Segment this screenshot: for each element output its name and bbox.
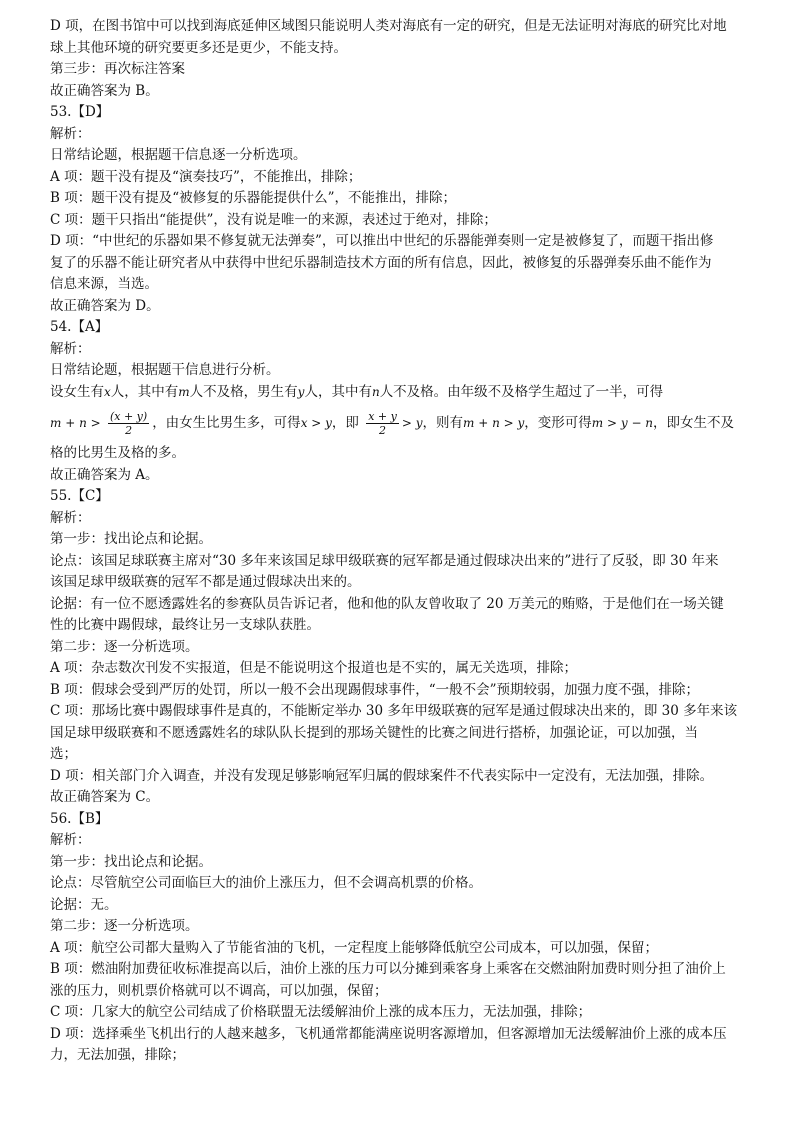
q55-option-c-line1: C 项：那场比赛中踢假球事件是真的，不能断定举办 30 多年甲级联赛的冠军是通过假球决出来的，即 30 多年来该 [50,703,738,719]
q55-jiexi: 解析： [50,509,91,526]
q54-text: 人不及格。由年级不及格学生超过了一半，可得 [379,383,664,400]
q54-text: ，变形可得 [524,415,592,431]
q54-text: ，则有 [422,415,464,431]
q54-text: ，由女生比男生多，可得 [152,415,301,431]
q55-answer: 故正确答案为 C。 [50,789,160,805]
q56-option-a: A 项：航空公司都大量购入了节能省油的飞机，一定程度上能够降低航空公司成本，可以加强，保留； [50,939,659,956]
q56-claim: 论点：尽管航空公司面临巨大的油价上涨压力，但不会调高机票的价格。 [50,875,482,891]
q55-option-b: B 项：假球会受到严厉的处罚，所以一般不会出现踢假球事件，“一般不会”预期较弱，加强力度不强，排除； [50,681,700,698]
q56-option-d-line1: D 项：选择乘坐飞机出行的人越来越多，飞机通常都能满座说明客源增加，但客源增加无法缓解油价上涨的成本压 [50,1025,727,1042]
q56-number: 56.【B】 [50,810,109,827]
q55-number: 55.【C】 [50,488,109,504]
q56-step2: 第二步：逐一分析选项。 [50,918,199,934]
fraction-xy-over-2 [366,410,399,437]
fraction-denominator: 2 [379,424,387,437]
q56-step1: 第一步：找出论点和论据。 [50,853,212,870]
q52-step3: 第三步：再次标注答案 [50,61,185,77]
q56-evidence: 论据：无。 [50,896,118,913]
q55-option-d: D 项：相关部门介入调查，并没有发现足够影响冠军归属的假球案件不代表实际中一定没有，无法加强，排除。 [50,767,714,784]
var-x: x [104,384,111,399]
q53-jiexi: 解析： [50,125,91,142]
fraction-x-plus-y-over-2 [108,410,149,437]
q53-option-b: B 项：题干没有提及“被修复的乐器能提供什么”，不能推出，排除； [50,190,457,206]
q55-evidence-line2: 性的比赛中踢假球，最终让另一支球队获胜。 [50,617,320,633]
formula-gt-y: > y [401,416,423,430]
q54-intro: 日常结论题，根据题干信息进行分析。 [50,362,280,378]
q54-text: ，即女生不及 [653,415,735,431]
formula-lhs: m + n > [50,416,101,430]
q56-option-d-line2: 力，无法加强，排除； [50,1047,185,1063]
fraction-numerator: x + y [368,410,397,423]
q54-setup-line [50,382,760,404]
q56-option-b-line2: 涨的压力，则机票价格就可以不调高，可以加强，保留； [50,982,388,999]
q56-option-c: C 项：几家大的航空公司结成了价格联盟无法缓解油价上涨的成本压力，无法加强，排除； [50,1004,592,1020]
q55-step2: 第二步：逐一分析选项。 [50,638,199,655]
q54-text: 人不及格，男生有 [189,383,298,400]
formula-m-plus-n-gt-y: m + n > y [463,416,525,430]
q54-conclusion: 格的比男生及格的多。 [50,445,185,461]
q54-jiexi: 解析： [50,340,91,357]
q52-answer: 故正确答案为 B。 [50,82,159,99]
q53-intro: 日常结论题，根据题干信息逐一分析选项。 [50,147,307,163]
fraction-denominator: 2 [125,424,133,437]
q54-text: ，即 [331,415,359,431]
formula-m-gt-y-minus-n: m > y − n [591,416,654,430]
q54-formula-line [50,403,760,443]
q55-claim-line1: 论点：该国足球联赛主席对“30 多年来该国足球甲级联赛的冠军都是通过假球决出来的”进行了反驳，即 30 年来 [50,552,719,569]
q52-option-d-line2: 球上其他环境的研究要更多还是更少，不能支持。 [50,39,347,56]
q53-option-a: A 项：题干没有提及“演奏技巧”，不能推出，排除； [50,168,362,185]
var-m: m [178,384,190,399]
q52-option-d-line1: D 项，在图书馆中可以找到海底延伸区域图只能说明人类对海底有一定的研究，但是无法证明对海底的研究比对地 [50,18,727,34]
fraction-numerator: (x + y) [109,410,148,423]
q55-option-c-line3: 选； [50,746,77,762]
q55-option-c-line2: 国足球甲级联赛和不愿透露姓名的球队队长提到的那场关键性的比赛之间进行搭桥，加强论证，可以加强，当 [50,724,698,741]
document-page [50,16,760,1067]
q56-jiexi: 解析： [50,832,91,848]
q54-text: 人，其中有 [110,383,179,400]
q53-option-d-line1: D 项：“中世纪的乐器如果不修复就无法弹奏”，可以推出中世纪的乐器能弹奏则一定是被修复了，而题干指出修 [50,233,714,249]
q56-option-b-line1: B 项：燃油附加费征收标准提高以后，油价上涨的压力可以分摊到乘客身上乘客在交燃油附加费时则分担了油价上 [50,961,726,977]
q54-text: 人，其中有 [304,383,372,400]
var-n: n [371,384,380,399]
q53-option-d-line2: 复了的乐器不能让研究者从中获得中世纪乐器制造技术方面的所有信息，因此，被修复的乐器弹奏乐曲不能作为 [50,254,712,271]
q53-option-d-line3: 信息来源，当选。 [50,276,158,292]
q54-answer: 故正确答案为 A。 [50,466,159,483]
q53-answer: 故正确答案为 D。 [50,297,160,314]
formula-x-gt-y: x > y [300,416,332,430]
q55-option-a: A 项：杂志数次刊发不实报道，但是不能说明这个报道也是不实的，属无关选项，排除； [50,660,578,676]
q54-text: 设女生有 [50,383,104,400]
q55-step1: 第一步：找出论点和论据。 [50,531,212,547]
q55-evidence-line1: 论据：有一位不愿透露姓名的参赛队员告诉记者，他和他的队友曾收取了 20 万美元的贿赂，于是他们在一场关键 [50,595,724,612]
q53-option-c: C 项：题干只指出“能提供”，没有说是唯一的来源，表述过于绝对，排除； [50,211,497,228]
q54-number: 54.【A】 [50,319,109,335]
q53-number: 53.【D】 [50,104,110,120]
var-y: y [297,384,305,399]
q55-claim-line2: 该国足球甲级联赛的冠军不都是通过假球决出来的。 [50,574,361,590]
